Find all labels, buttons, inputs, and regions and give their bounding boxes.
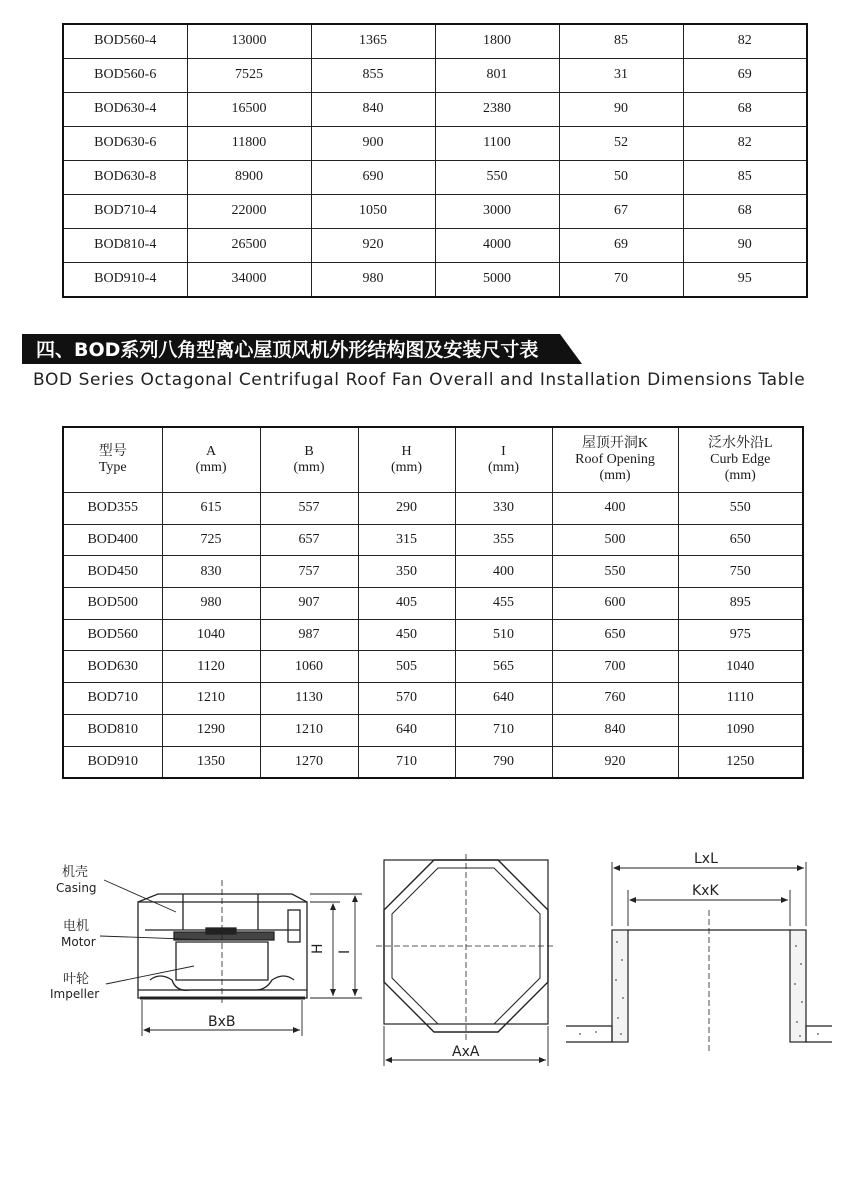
column-header-line: Roof Opening <box>575 451 655 467</box>
performance-table-body <box>63 24 807 297</box>
column-header-line: Type <box>98 460 127 475</box>
dimension-cell: 790 <box>455 746 552 778</box>
value-cell: 52 <box>559 127 683 161</box>
dimension-table-row <box>63 588 803 620</box>
value-cell: 7525 <box>187 59 311 93</box>
value-cell: 68 <box>683 93 807 127</box>
dimension-table-header <box>63 427 803 493</box>
value-cell: 70 <box>559 263 683 298</box>
column-header <box>63 427 162 493</box>
column-header-line: (mm) <box>599 468 631 484</box>
model-cell: BOD810 <box>63 714 162 746</box>
dimension-cell: 975 <box>678 619 803 651</box>
value-cell: 69 <box>559 229 683 263</box>
dim-bxb-label: BxB <box>208 1014 236 1030</box>
dim-h-label: H <box>310 943 326 954</box>
dimension-cell: 1350 <box>162 746 260 778</box>
section-title-english: BOD Series Octagonal Centrifugal Roof Fan Overall and Installation Dimensions Table <box>33 370 806 390</box>
dimension-cell: 557 <box>260 493 358 525</box>
value-cell: 920 <box>311 229 435 263</box>
dimension-cell: 640 <box>455 683 552 715</box>
column-header-line: 型号 <box>98 443 127 459</box>
performance-table-row <box>63 263 807 298</box>
dimension-cell: 920 <box>552 746 678 778</box>
dimension-cell: 700 <box>552 651 678 683</box>
dim-lxl-label: LxL <box>694 851 718 867</box>
model-cell: BOD710 <box>63 683 162 715</box>
dimension-table-row <box>63 524 803 556</box>
value-cell: 90 <box>559 93 683 127</box>
performance-table-row <box>63 229 807 263</box>
fan-structure-drawing <box>0 830 850 1090</box>
performance-table-row <box>63 93 807 127</box>
model-cell: BOD630-8 <box>63 161 187 195</box>
performance-table-row <box>63 195 807 229</box>
dimension-cell: 405 <box>358 588 455 620</box>
value-cell: 16500 <box>187 93 311 127</box>
dimension-cell: 640 <box>358 714 455 746</box>
dimension-cell: 1110 <box>678 683 803 715</box>
dimension-cell: 400 <box>455 556 552 588</box>
value-cell: 82 <box>683 24 807 59</box>
dimension-cell: 500 <box>552 524 678 556</box>
value-cell: 34000 <box>187 263 311 298</box>
model-cell: BOD630-4 <box>63 93 187 127</box>
performance-table-row <box>63 59 807 93</box>
value-cell: 31 <box>559 59 683 93</box>
casing-label-cn: 机壳 <box>62 865 89 880</box>
impeller-label-en: Impeller <box>50 987 100 1001</box>
dimension-cell: 1250 <box>678 746 803 778</box>
performance-table-row <box>63 24 807 59</box>
motor-label-en: Motor <box>61 935 96 949</box>
model-cell: BOD400 <box>63 524 162 556</box>
top-view <box>376 854 556 1066</box>
column-header <box>358 427 455 493</box>
value-cell: 550 <box>435 161 559 195</box>
model-cell: BOD500 <box>63 588 162 620</box>
dimension-cell: 450 <box>358 619 455 651</box>
dim-axa-label: AxA <box>452 1044 480 1060</box>
dimension-cell: 615 <box>162 493 260 525</box>
side-view <box>50 864 362 1036</box>
dimension-cell: 710 <box>358 746 455 778</box>
column-header <box>678 427 803 493</box>
value-cell: 26500 <box>187 229 311 263</box>
dimension-table-row <box>63 714 803 746</box>
section-title-chinese: 四、BOD系列八角型离心屋顶风机外形结构图及安装尺寸表 <box>36 339 539 361</box>
casing-label-en: Casing <box>56 881 97 895</box>
value-cell: 4000 <box>435 229 559 263</box>
dimension-cell: 1040 <box>162 619 260 651</box>
model-cell: BOD630 <box>63 651 162 683</box>
value-cell: 1050 <box>311 195 435 229</box>
column-header-line: H <box>401 443 412 459</box>
dimension-cell: 1270 <box>260 746 358 778</box>
dimension-cell: 895 <box>678 588 803 620</box>
dimension-cell: 1210 <box>162 683 260 715</box>
dimension-cell: 510 <box>455 619 552 651</box>
value-cell: 801 <box>435 59 559 93</box>
value-cell: 855 <box>311 59 435 93</box>
dimension-cell: 330 <box>455 493 552 525</box>
dimension-cell: 600 <box>552 588 678 620</box>
motor-label-cn: 电机 <box>63 919 90 934</box>
dimension-table-row <box>63 619 803 651</box>
value-cell: 95 <box>683 263 807 298</box>
dimension-table-body <box>63 493 803 779</box>
value-cell: 85 <box>683 161 807 195</box>
dimension-table-row <box>63 651 803 683</box>
model-cell: BOD560-4 <box>63 24 187 59</box>
dim-i-label: I <box>337 949 353 954</box>
dimension-cell: 710 <box>455 714 552 746</box>
curb-outline <box>566 910 832 1054</box>
value-cell: 68 <box>683 195 807 229</box>
value-cell: 690 <box>311 161 435 195</box>
dimension-cell: 1090 <box>678 714 803 746</box>
column-header <box>260 427 358 493</box>
model-cell: BOD450 <box>63 556 162 588</box>
dimension-cell: 400 <box>552 493 678 525</box>
column-header-line: 泛水外沿L <box>707 435 773 451</box>
dimension-cell: 760 <box>552 683 678 715</box>
value-cell: 1365 <box>311 24 435 59</box>
value-cell: 11800 <box>187 127 311 161</box>
model-cell: BOD560-6 <box>63 59 187 93</box>
model-cell: BOD810-4 <box>63 229 187 263</box>
dimension-cell: 657 <box>260 524 358 556</box>
model-cell: BOD710-4 <box>63 195 187 229</box>
dimension-cell: 550 <box>678 493 803 525</box>
value-cell: 67 <box>559 195 683 229</box>
dimension-cell: 355 <box>455 524 552 556</box>
value-cell: 69 <box>683 59 807 93</box>
dimension-cell: 315 <box>358 524 455 556</box>
dimension-cell: 980 <box>162 588 260 620</box>
column-header-line: (mm) <box>487 460 520 475</box>
column-header-line: (mm) <box>195 460 227 475</box>
value-cell: 8900 <box>187 161 311 195</box>
column-header-line: I <box>501 443 506 459</box>
dimension-table-row <box>63 493 803 525</box>
value-cell: 2380 <box>435 93 559 127</box>
dimension-table-row <box>63 746 803 778</box>
dimension-cell: 757 <box>260 556 358 588</box>
dimension-cell: 650 <box>678 524 803 556</box>
dimension-cell: 1210 <box>260 714 358 746</box>
column-header-line: 屋顶开洞K <box>581 435 649 451</box>
column-header-line: (mm) <box>724 468 756 484</box>
dimension-cell: 907 <box>260 588 358 620</box>
impeller-label-cn: 叶轮 <box>63 972 90 987</box>
dimension-cell: 725 <box>162 524 260 556</box>
model-cell: BOD910-4 <box>63 263 187 298</box>
value-cell: 85 <box>559 24 683 59</box>
dimension-cell: 1120 <box>162 651 260 683</box>
dimension-cell: 750 <box>678 556 803 588</box>
value-cell: 840 <box>311 93 435 127</box>
dimension-cell: 570 <box>358 683 455 715</box>
value-cell: 1100 <box>435 127 559 161</box>
model-cell: BOD560 <box>63 619 162 651</box>
dimension-cell: 830 <box>162 556 260 588</box>
dimension-cell: 550 <box>552 556 678 588</box>
dim-kxk-label: KxK <box>692 883 719 899</box>
dimension-table-row <box>63 683 803 715</box>
value-cell: 13000 <box>187 24 311 59</box>
column-header <box>455 427 552 493</box>
performance-table <box>62 23 808 298</box>
value-cell: 5000 <box>435 263 559 298</box>
dimension-cell: 987 <box>260 619 358 651</box>
model-cell: BOD355 <box>63 493 162 525</box>
value-cell: 90 <box>683 229 807 263</box>
column-header-line: A <box>205 443 217 459</box>
dimension-cell: 1290 <box>162 714 260 746</box>
column-header <box>552 427 678 493</box>
value-cell: 1800 <box>435 24 559 59</box>
performance-table-row <box>63 127 807 161</box>
value-cell: 50 <box>559 161 683 195</box>
column-header-line: B <box>304 443 314 459</box>
fan-casing-outline <box>138 880 307 1006</box>
column-header-line: (mm) <box>293 460 325 475</box>
model-cell: BOD630-6 <box>63 127 187 161</box>
column-header-line: Curb Edge <box>710 451 771 467</box>
dimension-cell: 1130 <box>260 683 358 715</box>
dimension-cell: 505 <box>358 651 455 683</box>
dimension-table-row <box>63 556 803 588</box>
column-header <box>162 427 260 493</box>
dimension-table <box>62 426 804 779</box>
dimension-cell: 650 <box>552 619 678 651</box>
value-cell: 900 <box>311 127 435 161</box>
dimension-cell: 1040 <box>678 651 803 683</box>
dimension-cell: 290 <box>358 493 455 525</box>
dimension-cell: 455 <box>455 588 552 620</box>
dimension-cell: 1060 <box>260 651 358 683</box>
value-cell: 3000 <box>435 195 559 229</box>
dimension-cell: 350 <box>358 556 455 588</box>
column-header-line: (mm) <box>390 460 423 475</box>
performance-table-row <box>63 161 807 195</box>
dimension-cell: 840 <box>552 714 678 746</box>
curb-view <box>566 851 832 1054</box>
value-cell: 82 <box>683 127 807 161</box>
value-cell: 980 <box>311 263 435 298</box>
model-cell: BOD910 <box>63 746 162 778</box>
value-cell: 22000 <box>187 195 311 229</box>
dimension-cell: 565 <box>455 651 552 683</box>
